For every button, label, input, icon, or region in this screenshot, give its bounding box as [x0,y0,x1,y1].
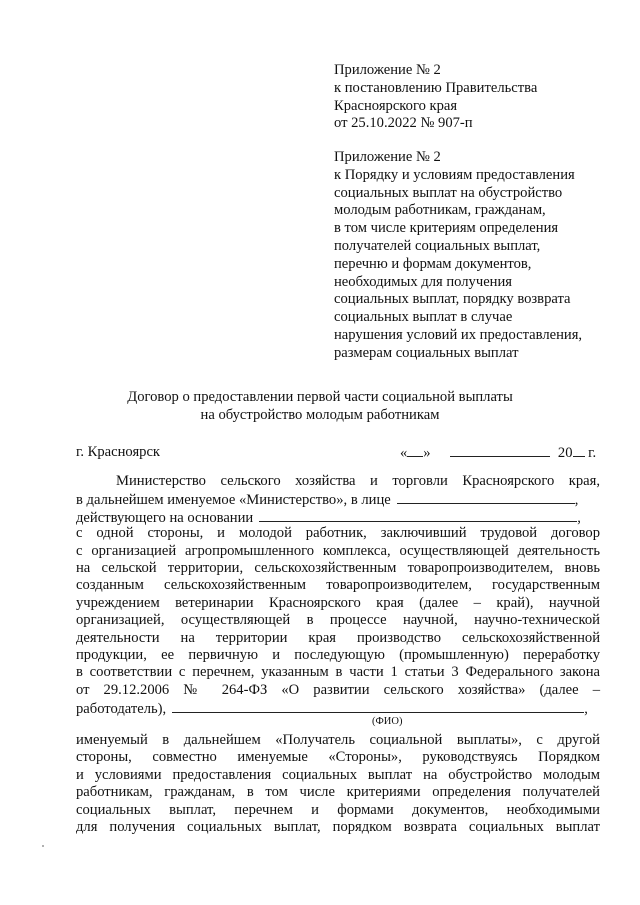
basis-blank [259,508,577,522]
paragraph-line: Министерство сельского хозяйства и торговли Красноярского края, [116,473,600,489]
recipient-fio-blank [172,699,584,713]
paragraph-line-text: в дальнейшем именуемое «Министерство», в лице [76,492,391,509]
paragraph-line-text: действующего на основании [76,509,254,526]
line-comma: , [574,492,579,509]
paragraph-line: с одной стороны, и молодой работник, заключивший трудовой договор [76,525,600,542]
day-blank [407,443,423,457]
annex-line: социальных выплат на обустройство [334,184,563,201]
contract-parties-paragraph [76,732,600,836]
fio-caption: (ФИО) [372,716,403,727]
contract-title [0,388,640,424]
annex-line: Приложение № 2 [334,62,441,78]
annex-line: от 25.10.2022 № 907-п [334,115,473,132]
annex-line: нарушения условий их предоставления, [334,326,583,343]
year-blank [573,443,585,457]
annex-header-procedure [334,149,624,363]
paragraph-line: и условиями предоставления социальных выплат на обустройство молодым [76,766,600,783]
annex-line: получателей социальных выплат, [334,237,541,254]
paragraph-line-with-blank [76,699,600,716]
annex-line: в том числе критериям определения [334,220,559,237]
city-label: г. Красноярск [76,444,161,460]
paragraph-line: для получения социальных выплат, порядком возврата социальных выплат [76,818,600,835]
representative-blank [397,490,575,504]
paragraph-line: работникам, гражданам, в том числе критериями определения получателей [76,784,600,801]
paragraph-line: продукции, ее первичную и последующую (промышленную) переработку [76,646,600,663]
year-suffix: г. [584,445,597,461]
paragraph-line: с организацией агропромышленного комплекса, осуществляющей деятельность [76,542,600,559]
scan-speck [42,845,44,847]
day-close-quote: » [423,445,431,461]
line-comma: , [584,701,588,718]
contract-preamble-paragraph [76,473,600,716]
annex-line: к постановлению Правительства [334,79,538,96]
annex-line: молодым работникам, гражданам, [334,202,546,219]
paragraph-line: организацией, осуществляющей в процессе научной, научно-технической [76,612,600,629]
annex-line: к Порядку и условиям предоставления [334,166,575,183]
paragraph-line-text: работодатель), [76,701,167,718]
date-field [400,443,596,462]
contract-title-line-2: на обустройство молодым работникам [200,407,440,423]
annex-line: перечню и формам документов, [334,255,532,272]
paragraph-line: деятельности на территории края производство сельскохозяйственной [76,629,600,646]
annex-line: социальных выплат, порядку возврата [334,291,571,308]
paragraph-line: в соответствии с перечнем, указанным в части 1 статьи 3 Федерального закона [76,664,600,681]
paragraph-line: от 29.12.2006 № 264-ФЗ «О развитии сельского хозяйства» (далее – [76,681,600,698]
day-open-quote: « [400,445,408,461]
month-blank [450,443,550,457]
paragraph-line: на сельской территории, сельскохозяйственным товаропроизводителем, вновь [76,559,600,576]
paragraph-line: стороны, совместно именуемые «Стороны», руководствуясь Порядком [76,749,600,766]
paragraph-line-with-blank [76,508,600,525]
annex-line: Красноярского края [334,97,458,114]
annex-line: размерам социальных выплат [334,344,519,361]
annex-line: необходимых для получения [334,273,513,290]
annex-line: Приложение № 2 [334,149,441,165]
annex-line: социальных выплат в случае [334,309,513,326]
paragraph-line: созданным сельскохозяйственным товаропроизводителем, государственным [76,577,600,594]
paragraph-line: именуемый в дальнейшем «Получатель социальной выплаты», с другой [76,732,600,748]
paragraph-line-with-blank [76,490,600,507]
paragraph-line: учреждением ветеринарии Красноярского края (далее – край), научной [76,594,600,611]
year-prefix: 20 [557,445,573,461]
paragraph-line: социальных выплат, перечнем и формами документов, необходимыми [76,801,600,818]
contract-title-line-1: Договор о предоставлении первой части социальной выплаты [127,389,513,405]
line-comma: , [577,509,581,526]
annex-header-government-resolution [334,62,624,133]
